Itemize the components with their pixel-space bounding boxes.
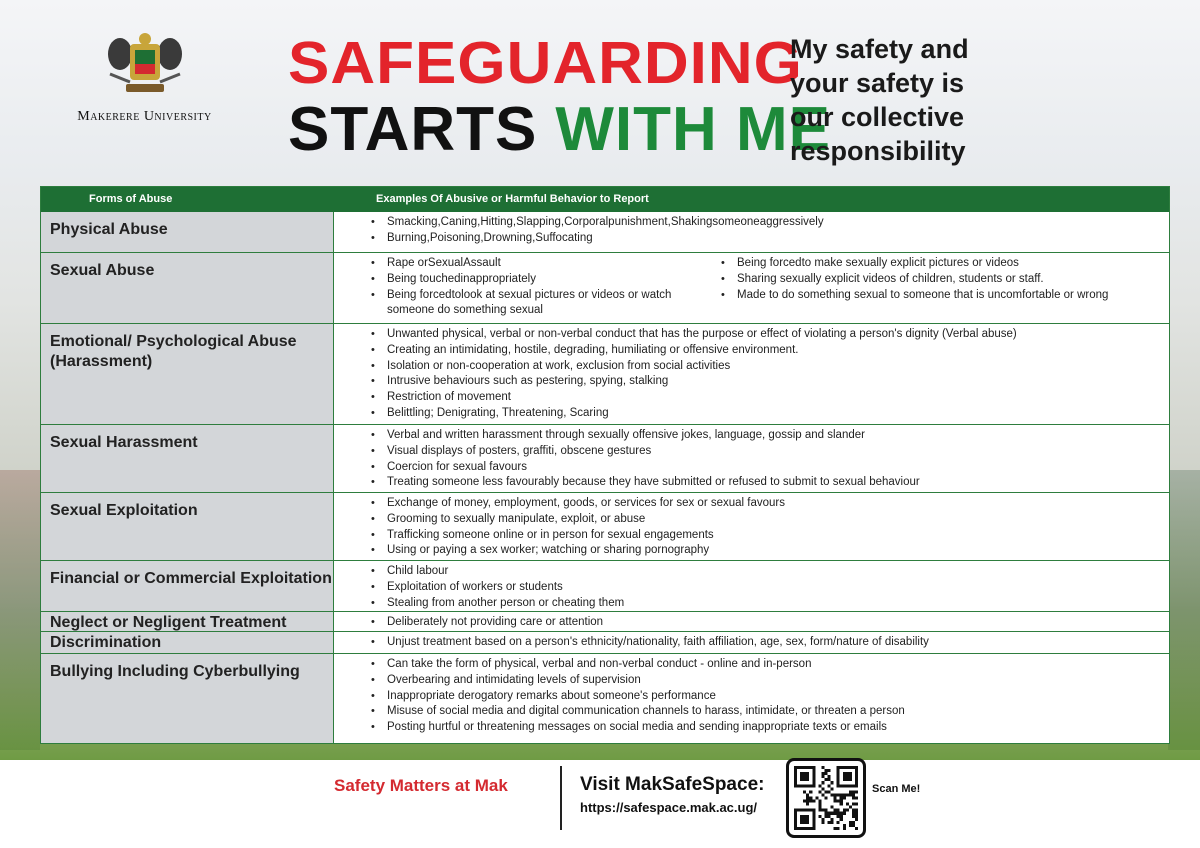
title-line-1: SAFEGUARDING [288,30,803,97]
university-name: Makerere University [77,109,212,124]
table-row [41,561,1169,612]
safety-slogan: Safety Matters at Mak [334,776,508,795]
examples-list [367,615,1157,631]
examples-list [367,327,1157,422]
list-item: • Visual displays of posters, graffiti, obscene gestures [367,444,1157,460]
list-item: • Sharing sexually explicit videos of children, students or staff. [717,272,1157,288]
examples-list [367,496,1157,559]
abuse-category: Physical Abuse [41,212,334,252]
abuse-category: Sexual Harassment [41,425,334,492]
table-row [41,212,1169,253]
list-item: • Being forcedtolook at sexual pictures or videos or watch someone do something sexual [367,288,697,320]
title-line-2 [288,94,831,165]
table-row [41,324,1169,425]
abuse-category: Emotional/ Psychological Abuse (Harassment) [41,324,334,424]
list-item: • Being touchedinappropriately [367,272,697,288]
tagline: My safety and your safety is our collective responsibility [790,34,969,166]
list-item: • Exploitation of workers or students [367,580,1157,596]
table-row [41,425,1169,493]
list-item: • Exchange of money, employment, goods, or services for sex or sexual favours [367,496,1157,512]
examples-list [717,256,1157,303]
list-item: • Unjust treatment based on a person's ethnicity/nationality, faith affiliation, age, sex, form/nature of disability [367,635,1157,651]
table-row [41,654,1169,744]
header-examples: Examples Of Abusive or Harmful Behavior to Report [376,193,649,205]
background-scene-left [0,470,40,750]
table-row [41,253,1169,324]
list-item: • Posting hurtful or threatening messages on social media and sending inappropriate texts or emails [367,720,1157,736]
examples-list [367,256,697,319]
abuse-category: Sexual Exploitation [41,493,334,560]
list-item: • Misuse of social media and digital communication channels to harass, intimidate, or threaten a person [367,704,1157,720]
table-header [41,187,1169,212]
abuse-category: Sexual Abuse [41,253,334,323]
list-item: • Restriction of movement [367,390,1157,406]
list-item: • Grooming to sexually manipulate, exploit, or abuse [367,512,1157,528]
safespace-link[interactable]: https://safespace.mak.ac.ug/ [580,800,758,815]
list-item: • Verbal and written harassment through sexually offensive jokes, language, gossip and slander [367,428,1157,444]
list-item: • Using or paying a sex worker; watching or sharing pornography [367,543,1157,559]
list-item: • Isolation or non-cooperation at work, exclusion from social activities [367,359,1157,375]
list-item: • Inappropriate derogatory remarks about someone's performance [367,689,1157,705]
examples-list [367,564,1157,611]
list-item: • Deliberately not providing care or attention [367,615,1157,631]
list-item: • Treating someone less favourably because they have submitted or refused to submit to sexual behaviour [367,475,1157,491]
list-item: • Child labour [367,564,1157,580]
university-crest-icon [100,30,190,100]
list-item: • Coercion for sexual favours [367,460,1157,476]
visit-label: Visit MakSafeSpace: [580,774,765,795]
list-item: • Being forcedto make sexually explicit pictures or videos [717,256,1157,272]
examples-list [367,215,1157,247]
abuse-category: Financial or Commercial Exploitation [41,561,334,611]
list-item: • Unwanted physical, verbal or non-verbal conduct that has the purpose or effect of violating a person's dignity (Verbal abuse) [367,327,1157,343]
footer-divider [560,766,562,830]
list-item: • Belittling; Denigrating, Threatening, Scaring [367,406,1157,422]
list-item: • Trafficking someone online or in person for sexual engagements [367,528,1157,544]
list-item: • Creating an intimidating, hostile, degrading, humiliating or offensive environment. [367,343,1157,359]
list-item: • Can take the form of physical, verbal and non-verbal conduct - online and in-person [367,657,1157,673]
examples-list [367,657,1157,736]
qr-code-icon [794,766,858,830]
abuse-category: Bullying Including Cyberbullying [41,654,334,743]
examples-list [367,428,1157,491]
examples-list [367,635,1157,651]
title-word-with-me: WITH ME [555,95,832,164]
list-item: • Stealing from another person or cheating them [367,596,1157,612]
list-item: • Overbearing and intimidating levels of supervision [367,673,1157,689]
table-row [41,493,1169,561]
list-item: • Intrusive behaviours such as pestering, spying, stalking [367,374,1157,390]
header-forms-of-abuse: Forms of Abuse [89,193,173,205]
footer [0,760,1200,848]
title-word-starts: STARTS [288,95,538,164]
background-scene-right [1168,470,1200,750]
abuse-category: Neglect or Negligent Treatment [41,612,334,631]
table-row [41,632,1169,654]
list-item: • Burning,Poisoning,Drowning,Suffocating [367,231,1157,247]
abuse-table [40,186,1170,744]
abuse-category: Discrimination [41,632,334,653]
list-item: • Rape orSexualAssault [367,256,697,272]
university-logo [62,30,227,125]
list-item: • Smacking,Caning,Hitting,Slapping,Corporalpunishment,Shakingsomeoneaggressively [367,215,1157,231]
qr-code[interactable] [786,758,866,838]
list-item: • Made to do something sexual to someone that is uncomfortable or wrong [717,288,1157,304]
scan-me-label: Scan Me! [872,783,921,795]
table-row [41,612,1169,632]
